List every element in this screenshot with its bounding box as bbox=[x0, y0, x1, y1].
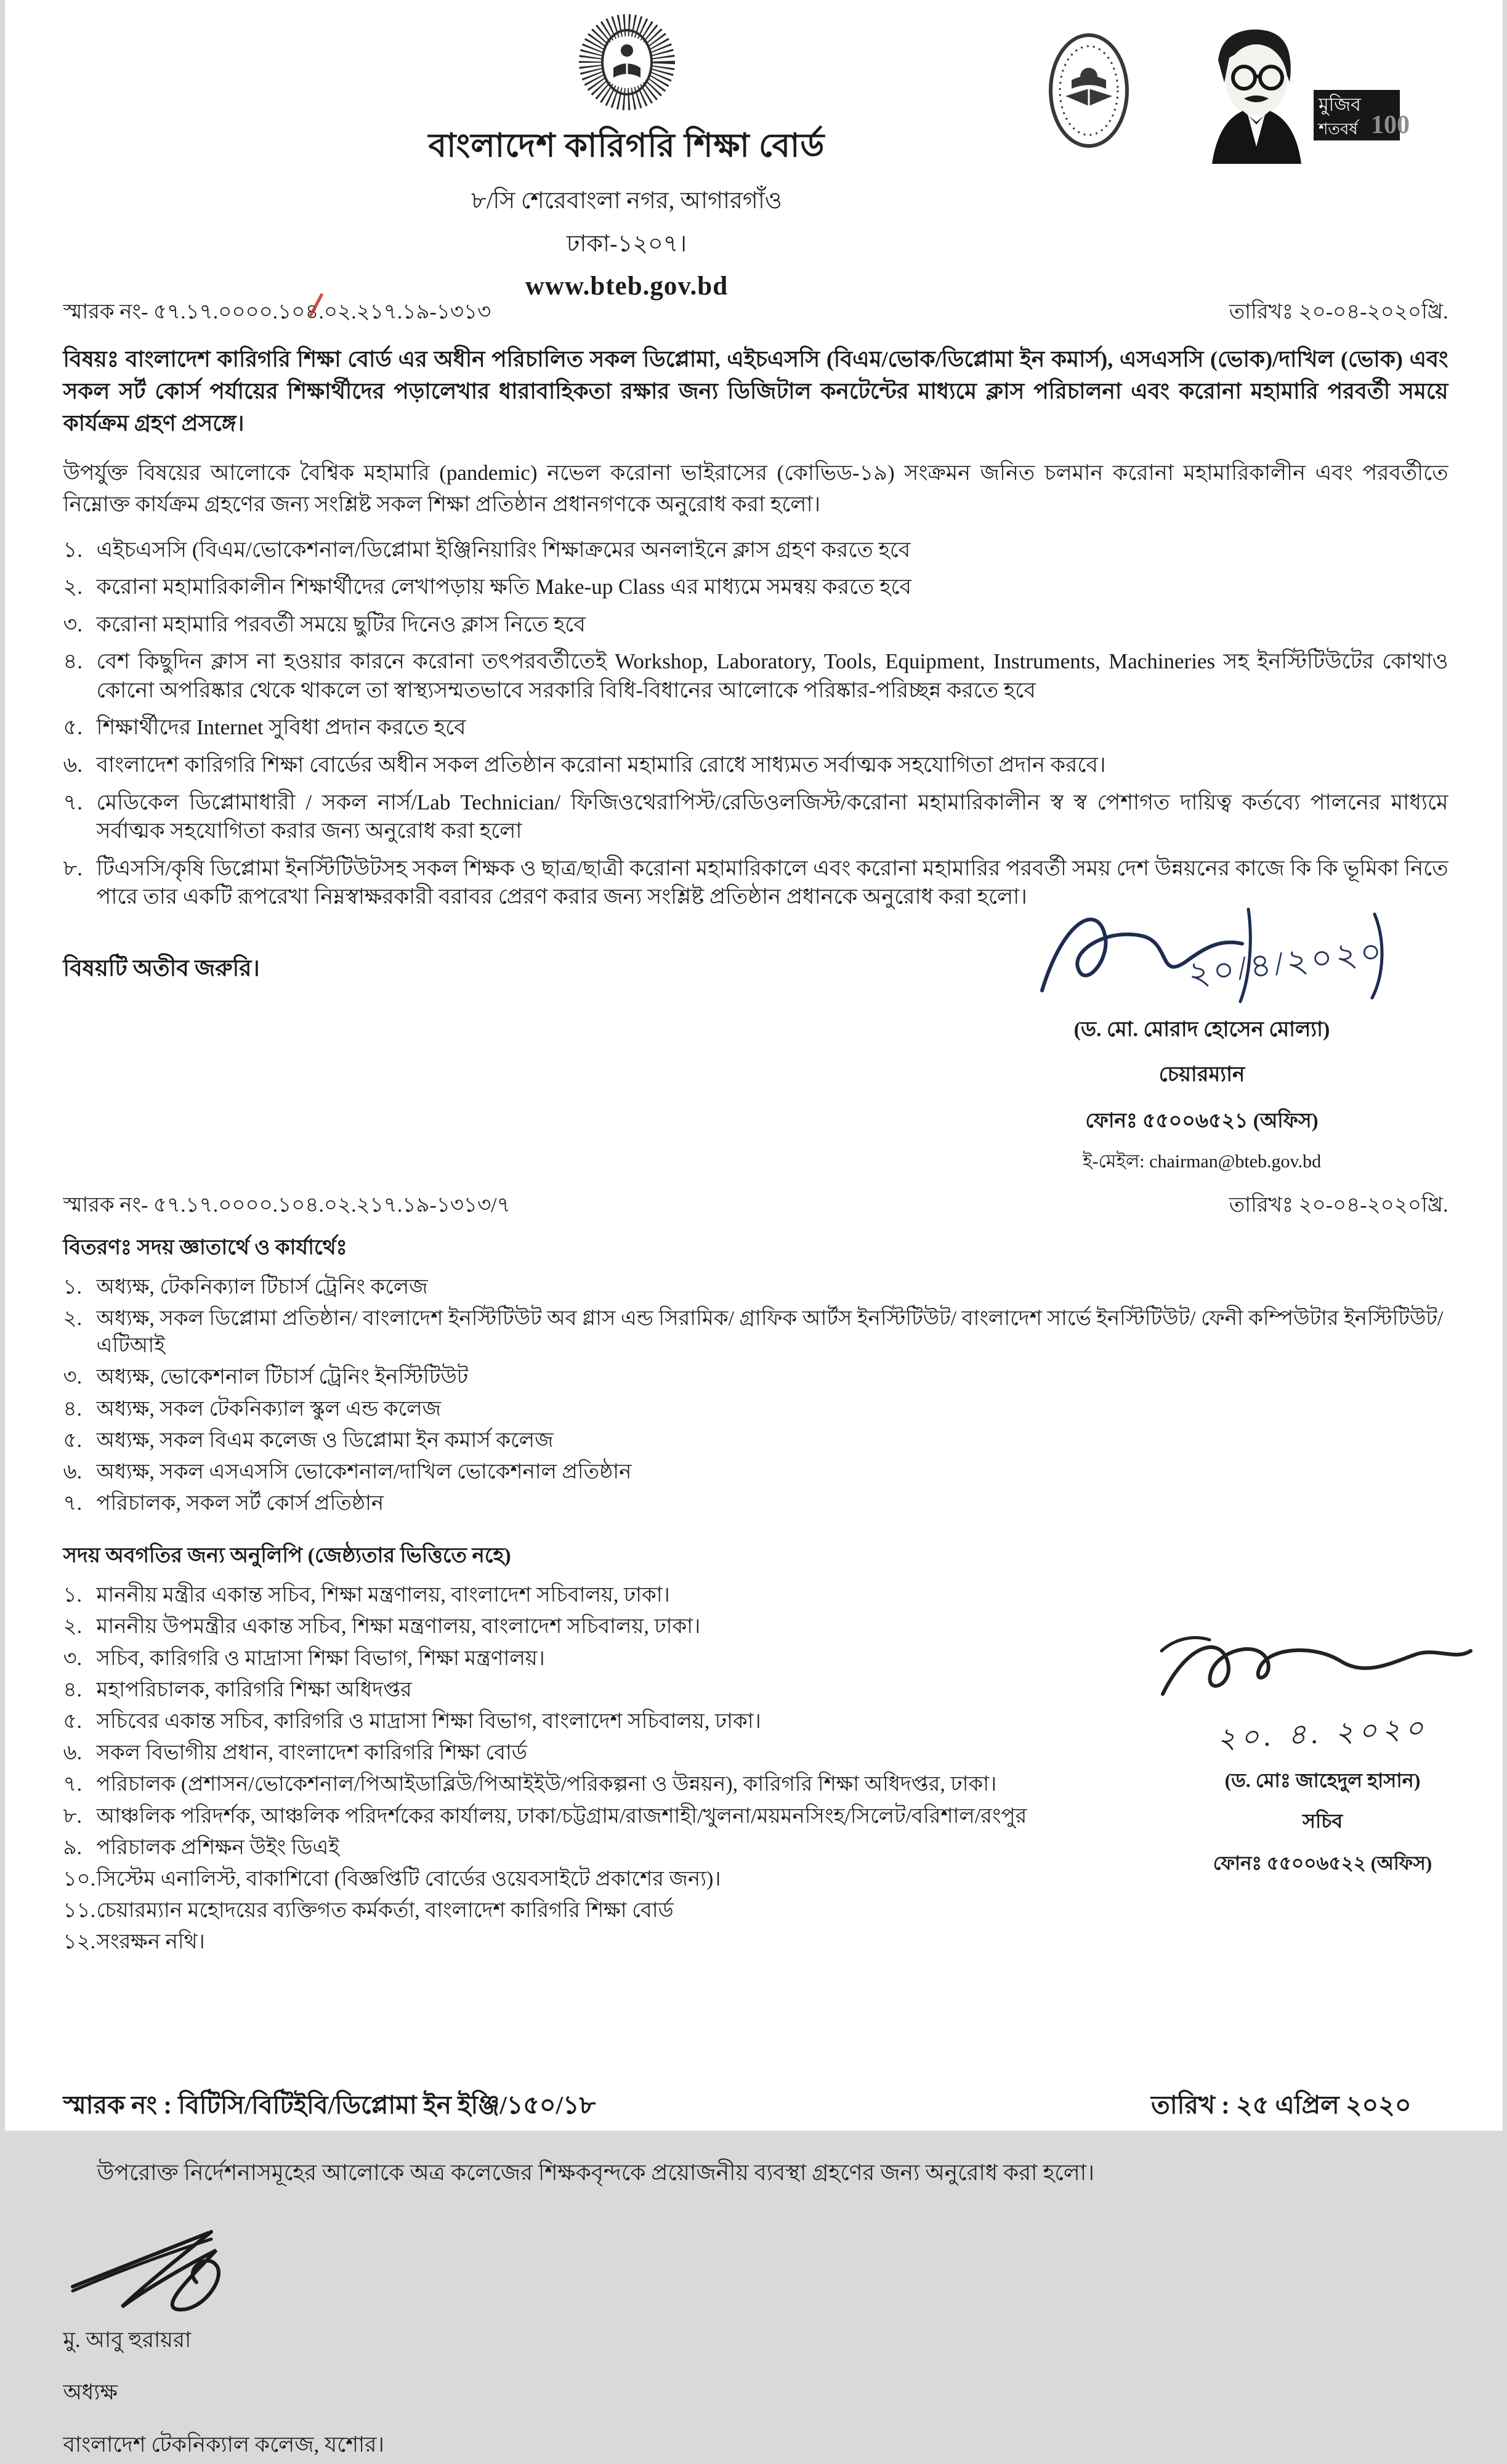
item-number: ১. bbox=[63, 1582, 97, 1609]
item-number: ১. bbox=[63, 536, 97, 565]
instruction-item bbox=[63, 610, 1448, 639]
item-text: পরিচালক (প্রশাসন/ভোকেশনাল/পিআইডাব্লিউ/পিআইইউ/পরিকল্পনা ও উন্নয়ন), কারিগরি শিক্ষা অধিদপ্তর, ঢাকা। bbox=[97, 1771, 1448, 1798]
scanned-letter-page bbox=[5, 0, 1503, 2131]
memo-date-1: তারিখঃ ২০-০৪-২০২০খ্রি. bbox=[1229, 296, 1448, 331]
item-number: ৬. bbox=[63, 751, 97, 780]
item-number: ৫. bbox=[63, 1427, 97, 1454]
item-number: ২. bbox=[63, 573, 97, 602]
forwarding-note: উপরোক্ত নির্দেশনাসমূহের আলোকে অত্র কলেজের শিক্ষকবৃন্দকে প্রয়োজনীয় ব্যবস্থা গ্রহণের জন্য অনুরোধ করা হলো। bbox=[63, 2157, 1448, 2189]
instruction-item bbox=[63, 536, 1448, 565]
principal-title: অধ্যক্ষ bbox=[63, 2375, 531, 2412]
memo-line-2 bbox=[63, 1189, 1448, 1224]
item-number: ৩. bbox=[63, 1364, 97, 1391]
mujib-logo-line2: শতবর্ষ bbox=[1317, 120, 1360, 138]
secretary-handwritten-date: ২০. ৪. ২০২০ bbox=[1137, 1702, 1507, 1768]
item-text: করোনা মহামারি পরবর্তী সময়ে ছুটির দিনেও ক্লাস নিতে হবে bbox=[97, 610, 1448, 639]
memo-number-2: স্মারক নং- ৫৭.১৭.০০০০.১০৪.০২.২১৭.১৯-১৩১৩/৭ bbox=[63, 1189, 511, 1224]
item-text: সকল বিভাগীয় প্রধান, বাংলাদেশ কারিগরি শিক্ষা বোর্ড bbox=[97, 1740, 1448, 1767]
item-text: অধ্যক্ষ, টেকনিক্যাল টিচার্স ট্রেনিং কলেজ bbox=[97, 1274, 1448, 1301]
item-number: ২. bbox=[63, 1613, 97, 1640]
chairman-signature-block bbox=[956, 898, 1448, 1178]
item-number: ১০. bbox=[63, 1866, 97, 1893]
instruction-item bbox=[63, 647, 1448, 705]
board-round-emblem-icon bbox=[1047, 32, 1131, 149]
distribution-item bbox=[63, 1396, 1448, 1423]
item-text: এইচএসসি (বিএম/ভোকেশনাল/ডিপ্লোমা ইঞ্জিনিয়ারিং শিক্ষাক্রমের অনলাইনে ক্লাস গ্রহণ করতে হবে bbox=[97, 536, 1448, 565]
item-text: মাননীয় উপমন্ত্রীর একান্ত সচিব, শিক্ষা মন্ত্রণালয়, বাংলাদেশ সচিবালয়, ঢাকা। bbox=[97, 1613, 1448, 1640]
item-text: অধ্যক্ষ, সকল এসএসসি ভোকেশনাল/দাখিল ভোকেশনাল প্রতিষ্ঠান bbox=[97, 1459, 1448, 1486]
item-number: ১. bbox=[63, 1274, 97, 1301]
item-text: চেয়ারম্যান মহোদয়ের ব্যক্তিগত কর্মকর্তা, বাংলাদেশ কারিগরি শিক্ষা বোর্ড bbox=[97, 1897, 1448, 1924]
letterhead bbox=[5, 0, 1503, 278]
memo-number-3: স্মারক নং : বিটিসি/বিটিইবি/ডিপ্লোমা ইন ইঞ্জি/১৫০/১৮ bbox=[63, 2086, 596, 2128]
item-text: পরিচালক, সকল সর্ট কোর্স প্রতিষ্ঠান bbox=[97, 1490, 1448, 1517]
secretary-name: (ড. মোঃ জাহেদুল হাসান) bbox=[1138, 1765, 1507, 1798]
distribution-item bbox=[63, 1427, 1448, 1454]
item-number: ৮. bbox=[63, 1803, 97, 1830]
instruction-item bbox=[63, 751, 1448, 780]
item-text: সচিব, কারিগরি ও মাদ্রাসা শিক্ষা বিভাগ, শিক্ষা মন্ত্রণালয়। bbox=[97, 1645, 1448, 1672]
item-text: মাননীয় মন্ত্রীর একান্ত সচিব, শিক্ষা মন্ত্রণালয়, বাংলাদেশ সচিবালয়, ঢাকা। bbox=[97, 1582, 1448, 1609]
memo-date-3: তারিখ : ২৫ এপ্রিল ২০২০ bbox=[1151, 2086, 1411, 2128]
distribution-heading: বিতরণঃ সদয় জ্ঞাতার্থে ও কার্যার্থেঃ bbox=[63, 1231, 1448, 1266]
urgent-note: বিষয়টি অতীব জরুরি। bbox=[63, 920, 260, 1178]
bteb-seal-icon bbox=[565, 6, 689, 118]
secretary-phone: ফোনঃ ৫৫০০৬৫২২ (অফিস) bbox=[1138, 1849, 1507, 1881]
item-number: ৫. bbox=[63, 713, 97, 742]
mujib-logo-line1: মুজিব bbox=[1318, 94, 1362, 116]
secretary-title: সচিব bbox=[1138, 1805, 1507, 1839]
subject-line: বিষয়ঃ বাংলাদেশ কারিগরি শিক্ষা বোর্ড এর অধীন পরিচালিত সকল ডিপ্লোমা, এইচএসসি (বিএম/ভোক/ডিপ্লোমা ইন কমার্স), এসএসসি (ভোক)/দাখিল (ভোক) এবং সকল সর্ট কোর্স পর্যায়ের শিক্ষার্থীদের পড়ালেখার ধারাবাহিকতা রক্ষার জন্য ডিজিটাল কনটেন্টের মাধ্যমে ক্লাস পরিচালনা এবং করোনা মহামারি পরবর্তী সময়ে কার্যক্রম গ্রহণ প্রসঙ্গে। bbox=[63, 343, 1448, 440]
org-website: www.bteb.gov.bd bbox=[177, 271, 1077, 301]
memo-number-1: স্মারক নং- ৫৭.১৭.০০০০.১০৪.০২.২১৭.১৯-১৩১৩ bbox=[63, 296, 491, 331]
memo-line-1 bbox=[63, 296, 1448, 331]
item-number: ৫. bbox=[63, 1708, 97, 1735]
item-text: শিক্ষার্থীদের Internet সুবিধা প্রদান করতে হবে bbox=[97, 713, 1448, 742]
item-number: ৪. bbox=[63, 647, 97, 705]
item-number: ৩. bbox=[63, 610, 97, 639]
distribution-item bbox=[63, 1459, 1448, 1486]
item-text: টিএসসি/কৃষি ডিপ্লোমা ইনস্টিটিউটসহ সকল শিক্ষক ও ছাত্র/ছাত্রী করোনা মহামারিকালে এবং করোনা মহামারির পরবর্তী সময় দেশ উন্নয়নের কাজে কি কি ভূমিকা নিতে পারে তার একটি রূপরেখা নিম্নস্বাক্ষরকারী বরাবর প্রেরণ করার জন্য সংশ্লিষ্ট প্রতিষ্ঠান প্রধানকে অনুরোধ করা হলো। bbox=[97, 854, 1448, 912]
principal-signature-block bbox=[63, 2216, 531, 2464]
letter-body bbox=[5, 296, 1503, 2464]
distribution-item bbox=[63, 1305, 1448, 1360]
item-text: বাংলাদেশ কারিগরি শিক্ষা বোর্ডের অধীন সকল প্রতিষ্ঠান করোনা মহামারি রোধে সাধ্যমত সর্বাত্মক সহযোগিতা প্রদান করবে। bbox=[97, 751, 1448, 780]
memo-date-2: তারিখঃ ২০-০৪-২০২০খ্রি. bbox=[1229, 1189, 1448, 1224]
item-number: ৭. bbox=[63, 788, 97, 846]
item-text: সচিবের একান্ত সচিব, কারিগরি ও মাদ্রাসা শিক্ষা বিভাগ, বাংলাদেশ সচিবালয়, ঢাকা। bbox=[97, 1708, 1448, 1735]
item-text: অধ্যক্ষ, ভোকেশনাল টিচার্স ট্রেনিং ইনস্টিটিউট bbox=[97, 1364, 1448, 1391]
copy-item bbox=[63, 1582, 1448, 1609]
item-number: ১২. bbox=[63, 1929, 97, 1956]
principal-signature bbox=[63, 2216, 353, 2314]
mujib-100-logo bbox=[1175, 23, 1421, 164]
instruction-item bbox=[63, 713, 1448, 742]
item-text: করোনা মহামারিকালীন শিক্ষার্থীদের লেখাপড়ায় ক্ষতি Make-up Class এর মাধ্যমে সমন্বয় করতে হবে bbox=[97, 573, 1448, 602]
item-text: সংরক্ষন নথি। bbox=[97, 1929, 1448, 1956]
item-number: ৪. bbox=[63, 1396, 97, 1423]
copies-heading: সদয় অবগতির জন্য অনুলিপি (জেষ্ঠ্যতার ভিত্তিতে নহে) bbox=[63, 1539, 1448, 1574]
urgent-and-chairman-row bbox=[63, 920, 1448, 1178]
item-number: ৬. bbox=[63, 1740, 97, 1767]
org-name: বাংলাদেশ কারিগরি শিক্ষা বোর্ড bbox=[177, 121, 1077, 175]
distribution-item bbox=[63, 1364, 1448, 1391]
instruction-item bbox=[63, 788, 1448, 846]
secretary-signature bbox=[1150, 1626, 1495, 1716]
item-text: অধ্যক্ষ, সকল ডিপ্লোমা প্রতিষ্ঠান/ বাংলাদেশ ইনস্টিটিউট অব গ্লাস এন্ড সিরামিক/ গ্রাফিক আর্টস ইনস্টিটিউট/ বাংলাদেশ সার্ভে ইনস্টিটিউট/ ফেনী কম্পিউটার ইনস্টিটিউট/ এটিআই bbox=[97, 1305, 1448, 1360]
chairman-signature bbox=[1005, 898, 1399, 1012]
secretary-signature-block bbox=[1138, 1626, 1507, 1881]
item-number: ৪. bbox=[63, 1677, 97, 1704]
copy-item bbox=[63, 1929, 1448, 1956]
copy-item bbox=[63, 1897, 1448, 1924]
opening-paragraph: উপর্যুক্ত বিষয়ের আলোকে বৈশ্বিক মহামারি (pandemic) নভেল করোনা ভাইরাসের (কোভিড-১৯) সংক্রমন জনিত চলমান করোনা মহামারিকালীন এবং পরবর্তীতে নিম্নোক্ত কার্যক্রম গ্রহণের জন্য সংশ্লিষ্ট সকল শিক্ষা প্রতিষ্ঠান প্রধানগণকে অনুরোধ করা হলো। bbox=[63, 457, 1448, 520]
org-address-line2: ঢাকা-১২০৭। bbox=[177, 225, 1077, 265]
item-text: মহাপরিচালক, কারিগরি শিক্ষা অধিদপ্তর bbox=[97, 1677, 1448, 1704]
instruction-item bbox=[63, 573, 1448, 602]
letterhead-center bbox=[177, 6, 1077, 301]
item-text: পরিচালক প্রশিক্ষন উইং ডিএই bbox=[97, 1834, 1448, 1862]
principal-name: মু. আবু হুরায়রা bbox=[63, 2323, 531, 2359]
item-number: ৩. bbox=[63, 1645, 97, 1672]
item-number: ৭. bbox=[63, 1490, 97, 1517]
item-text: অধ্যক্ষ, সকল টেকনিক্যাল স্কুল এন্ড কলেজ bbox=[97, 1396, 1448, 1423]
chairman-title: চেয়ারম্যান bbox=[956, 1058, 1448, 1093]
item-text: মেডিকেল ডিপ্লোমাধারী / সকল নার্স/Lab Technician/ ফিজিওথেরাপিস্ট/রেডিওলজিস্ট/করোনা মহামারিকালীন স্ব স্ব পেশাগত দায়িত্ব কর্তব্যে পালনের মাধ্যমে সর্বাত্মক সহযোগিতা করার জন্য অনুরোধ করা হলো bbox=[97, 788, 1448, 846]
chairman-email: ই-মেইল: chairman@bteb.gov.bd bbox=[956, 1146, 1448, 1178]
item-text: সিস্টেম এনালিস্ট, বাকাশিবো (বিজ্ঞপ্তিটি বোর্ডের ওয়েবসাইটে প্রকাশের জন্য)। bbox=[97, 1866, 1448, 1893]
chairman-phone: ফোনঃ ৫৫০০৬৫২১ (অফিস) bbox=[956, 1104, 1448, 1139]
item-number: ৯. bbox=[63, 1834, 97, 1862]
memo-line-3 bbox=[63, 2086, 1448, 2128]
org-address-line1: ৮/সি শেরেবাংলা নগর, আগারগাঁও bbox=[177, 182, 1077, 222]
item-number: ৬. bbox=[63, 1459, 97, 1486]
distribution-list bbox=[63, 1274, 1448, 1518]
mujib-logo-line3: 100 bbox=[1371, 111, 1410, 139]
item-number: ৭. bbox=[63, 1771, 97, 1798]
item-number: ৮. bbox=[63, 854, 97, 912]
instruction-list bbox=[63, 536, 1448, 912]
distribution-item bbox=[63, 1274, 1448, 1301]
principal-institute: বাংলাদেশ টেকনিক্যাল কলেজ, যশোর। bbox=[63, 2428, 531, 2464]
item-number: ২. bbox=[63, 1305, 97, 1360]
item-text: আঞ্চলিক পরিদর্শক, আঞ্চলিক পরিদর্শকের কার্যালয়, ঢাকা/চট্টগ্রাম/রাজশাহী/খুলনা/ময়মনসিংহ/সিলেট/বরিশাল/রংপুর bbox=[97, 1803, 1448, 1830]
chairman-handwritten-date: ২০/৪/২০২০ bbox=[1186, 932, 1387, 993]
chairman-name: (ড. মো. মোরাদ হোসেন মোল্যা) bbox=[956, 1013, 1448, 1048]
item-text: অধ্যক্ষ, সকল বিএম কলেজ ও ডিপ্লোমা ইন কমার্স কলেজ bbox=[97, 1427, 1448, 1454]
item-number: ১১. bbox=[63, 1897, 97, 1924]
item-text: বেশ কিছুদিন ক্লাস না হওয়ার কারনে করোনা তৎপরবর্তীতেই Workshop, Laboratory, Tools, Equipment, Instruments, Machineries সহ ইনস্টিটিউটের কোথাও কোনো অপরিষ্কার থেকে থাকলে তা স্বাস্থ্যসম্মতভাবে সরকারি বিধি-বিধানের আলোকে পরিষ্কার-পরিচ্ছন্ন করতে হবে bbox=[97, 647, 1448, 705]
distribution-item bbox=[63, 1490, 1448, 1517]
